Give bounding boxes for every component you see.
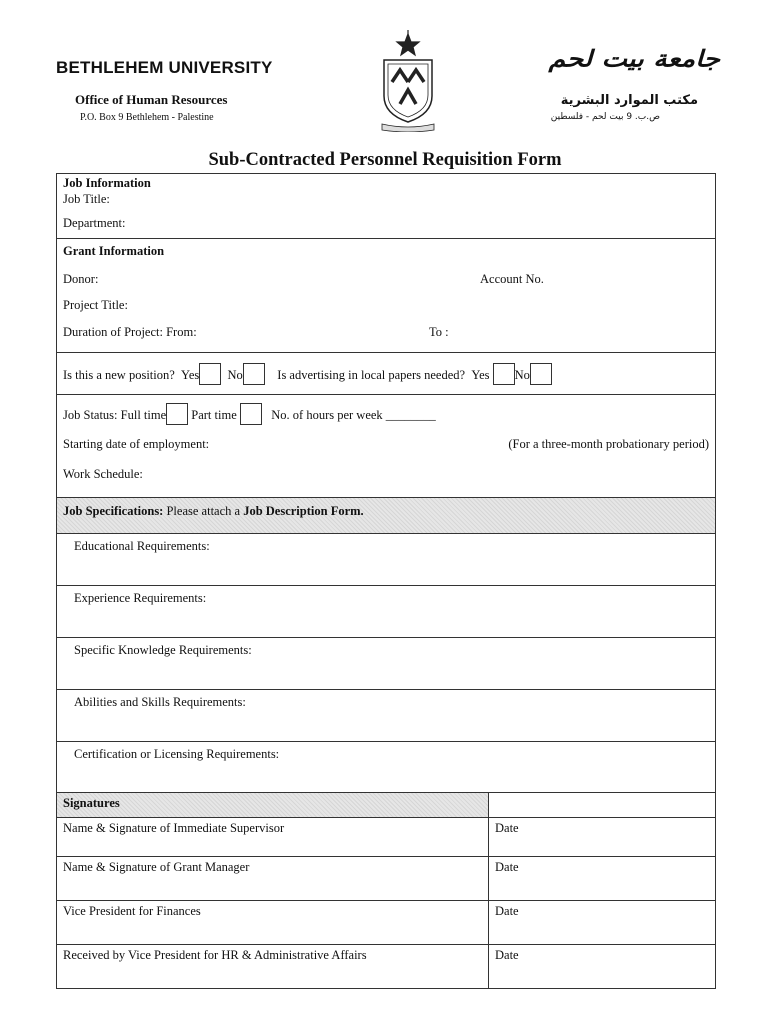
new-position-no-checkbox[interactable] (243, 363, 265, 385)
job-information-section (57, 174, 715, 239)
duration-to-field[interactable]: To : (429, 325, 449, 339)
part-time-label: Part time (191, 408, 237, 422)
signatures-heading-row (57, 793, 715, 817)
address-en: P.O. Box 9 Bethlehem - Palestine (80, 112, 214, 123)
new-position-question (63, 363, 552, 385)
abilities-requirements-label: Abilities and Skills Requirements: (74, 695, 246, 709)
advertising-label: Is advertising in local papers needed? (277, 368, 466, 382)
heading-dot: . (360, 504, 364, 518)
donor-field[interactable]: Donor: (63, 272, 99, 286)
university-name-ar: جامعة بيت لحم (548, 46, 720, 73)
job-title-field[interactable]: Job Title: (63, 192, 110, 206)
probation-note: (For a three-month probationary period) (508, 437, 709, 451)
header-right (490, 46, 720, 122)
certification-requirements-row[interactable] (57, 742, 715, 793)
work-schedule-field[interactable]: Work Schedule: (63, 467, 143, 481)
no-label: No (227, 368, 243, 382)
signatures-section (57, 793, 715, 988)
project-title-field[interactable]: Project Title: (63, 298, 128, 312)
supervisor-date-field[interactable]: Date (489, 817, 716, 856)
advertising-no-checkbox[interactable] (530, 363, 552, 385)
office-name-ar: مكتب الموارد البشرية (560, 93, 698, 108)
table-row (57, 900, 715, 944)
experience-requirements-label: Experience Requirements: (74, 591, 207, 605)
vp-finances-signature-field[interactable]: Vice President for Finances (57, 900, 489, 944)
educational-requirements-row[interactable] (57, 534, 715, 586)
vp-hr-signature-field[interactable]: Received by Vice President for HR & Administrative Affairs (57, 944, 489, 988)
department-field[interactable]: Department: (63, 216, 126, 230)
table-row (57, 817, 715, 856)
job-information-heading: Job Information (63, 176, 151, 190)
university-name-en: BETHLEHEM UNIVERSITY (56, 58, 273, 77)
new-position-label: Is this a new position? (63, 368, 175, 382)
starting-date-field[interactable]: Starting date of employment: (63, 437, 210, 451)
vp-hr-date-field[interactable]: Date (489, 944, 716, 988)
grant-manager-signature-field[interactable]: Name & Signature of Grant Manager (57, 856, 489, 900)
educational-requirements-label: Educational Requirements: (74, 539, 210, 553)
requisition-form (56, 173, 716, 989)
grant-information-heading: Grant Information (63, 244, 165, 258)
certification-requirements-label: Certification or Licensing Requirements: (74, 747, 280, 761)
grant-information-section (57, 239, 715, 353)
duration-from-field[interactable]: Duration of Project: From: (63, 325, 197, 339)
job-specifications-heading (63, 504, 364, 519)
job-description-form-label: Job Description Form (243, 504, 361, 518)
no-label-2: No (514, 368, 530, 382)
knowledge-requirements-label: Specific Knowledge Requirements: (74, 643, 252, 657)
office-name-en: Office of Human Resources (75, 92, 228, 107)
vp-finances-date-field[interactable]: Date (489, 900, 716, 944)
knowledge-requirements-row[interactable] (57, 638, 715, 690)
abilities-requirements-row[interactable] (57, 690, 715, 742)
attach-text: Please attach a (166, 504, 241, 518)
job-status-row (63, 403, 436, 425)
account-no-field[interactable]: Account No. (480, 272, 544, 286)
part-time-checkbox[interactable] (240, 403, 262, 425)
signatures-heading: Signatures (57, 793, 489, 817)
full-time-checkbox[interactable] (166, 403, 188, 425)
yes-label: Yes (181, 368, 200, 382)
hours-per-week-field[interactable]: No. of hours per week ________ (271, 408, 436, 422)
new-position-yes-checkbox[interactable] (199, 363, 221, 385)
university-crest-icon (378, 30, 438, 132)
experience-requirements-row[interactable] (57, 586, 715, 638)
advertising-yes-checkbox[interactable] (493, 363, 515, 385)
full-time-label: Job Status: Full time (63, 408, 167, 422)
yes-label-2: Yes (471, 368, 490, 382)
address-ar: ص.ب. 9 بيت لحم - فلسطين (550, 112, 660, 122)
form-title: Sub-Contracted Personnel Requisition Form (208, 150, 562, 170)
signatures-table (57, 793, 715, 988)
job-specifications-label: Job Specifications: (63, 504, 164, 518)
position-section (57, 353, 715, 395)
job-status-section (57, 395, 715, 498)
supervisor-signature-field[interactable]: Name & Signature of Immediate Supervisor (57, 817, 489, 856)
table-row (57, 856, 715, 900)
grant-manager-date-field[interactable]: Date (489, 856, 716, 900)
header-left (56, 58, 336, 123)
table-row (57, 944, 715, 988)
job-specifications-heading-row (57, 498, 715, 534)
